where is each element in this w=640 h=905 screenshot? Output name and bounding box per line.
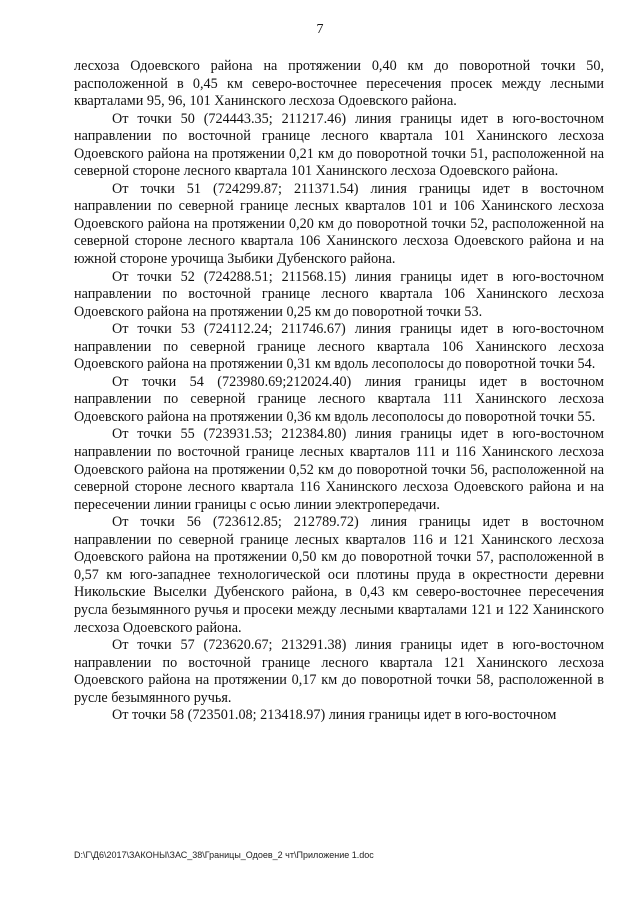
paragraph-point-54: От точки 54 (723980.69;212024.40) линия границы идет в восточном направлении по северной границе лесного квартала 111 Ханинского лесхоза Одоевского района на протяжении 0,36 км вдоль лесополосы до поворотной точки 55.	[74, 373, 604, 425]
file-path-footer: D:\Г\Д6\2017\ЗАКОНЫ\ЗАС_38\Границы_Одоев_2 чт\Приложение 1.doc	[74, 850, 374, 860]
paragraph-point-55: От точки 55 (723931.53; 212384.80) линия границы идет в юго-восточном направлении по восточной границе лесных кварталов 111 и 116 Ханинского лесхоза Одоевского района на протяжении 0,52 км до поворотной точки 56, расположенной на северной стороне лесного квартала 116 Ханинского лесхоза Одоевского района и на пересечении линии границы с осью линии электропередачи.	[74, 426, 604, 513]
page-number: 7	[316, 22, 324, 37]
paragraph-continuation: лесхоза Одоевского района на протяжении 0,40 км до поворотной точки 50, расположенной в 0,45 км северо-восточнее пересечения просек между лесными кварталами 95, 96, 101 Ханинского лесхоза Одоевского района.	[74, 58, 604, 110]
paragraph-point-50: От точки 50 (724443.35; 211217.46) линия границы идет в юго-восточном направлении по восточной границе лесного квартала 101 Ханинского лесхоза Одоевского района на протяжении 0,21 км до поворотной точки 51, расположенной на северной стороне лесного квартала 101 Ханинского лесхоза Одоевского района.	[74, 110, 604, 180]
paragraph-point-53: От точки 53 (724112.24; 211746.67) линия границы идет в юго-восточном направлении по северной границе лесного квартала 106 Ханинского лесхоза Одоевского района на протяжении 0,31 км вдоль лесополосы до поворотной точки 54.	[74, 321, 604, 373]
document-body	[74, 58, 604, 725]
paragraph-point-52: От точки 52 (724288.51; 211568.15) линия границы идет в юго-восточном направлении по восточной границе лесного квартала 106 Ханинского лесхоза Одоевского района на протяжении 0,25 км до поворотной точки 53.	[74, 268, 604, 320]
paragraph-point-56: От точки 56 (723612.85; 212789.72) линия границы идет в восточном направлении по северной границе лесных кварталов 116 и 121 Ханинского лесхоза Одоевского района на протяжении 0,50 км до поворотной точки 57, расположенной в 0,57 км юго-западнее технологической оси плотины пруда в окрестности деревни Никольские Выселки Дубенского района, в 0,43 км северо-восточнее пересечения русла безымянного ручья и просеки между лесными кварталами 121 и 122 Ханинского лесхоза Одоевского района.	[74, 514, 604, 636]
paragraph-point-51: От точки 51 (724299.87; 211371.54) линия границы идет в восточном направлении по северной границе лесных кварталов 101 и 106 Ханинского лесхоза Одоевского района на протяжении 0,20 км до поворотной точки 52, расположенной на северной стороне лесного квартала 106 Ханинского лесхоза Одоевского района и на южной стороне урочища Зыбики Дубенского района.	[74, 180, 604, 268]
paragraph-point-57: От точки 57 (723620.67; 213291.38) линия границы идет в юго-восточном направлении по восточной границе лесного квартала 121 Ханинского лесхоза Одоевского района на протяжении 0,17 км до поворотной точки 58, расположенной в русле безымянного ручья.	[74, 637, 604, 706]
paragraph-point-58: От точки 58 (723501.08; 213418.97) линия границы идет в юго-восточном	[112, 707, 557, 724]
